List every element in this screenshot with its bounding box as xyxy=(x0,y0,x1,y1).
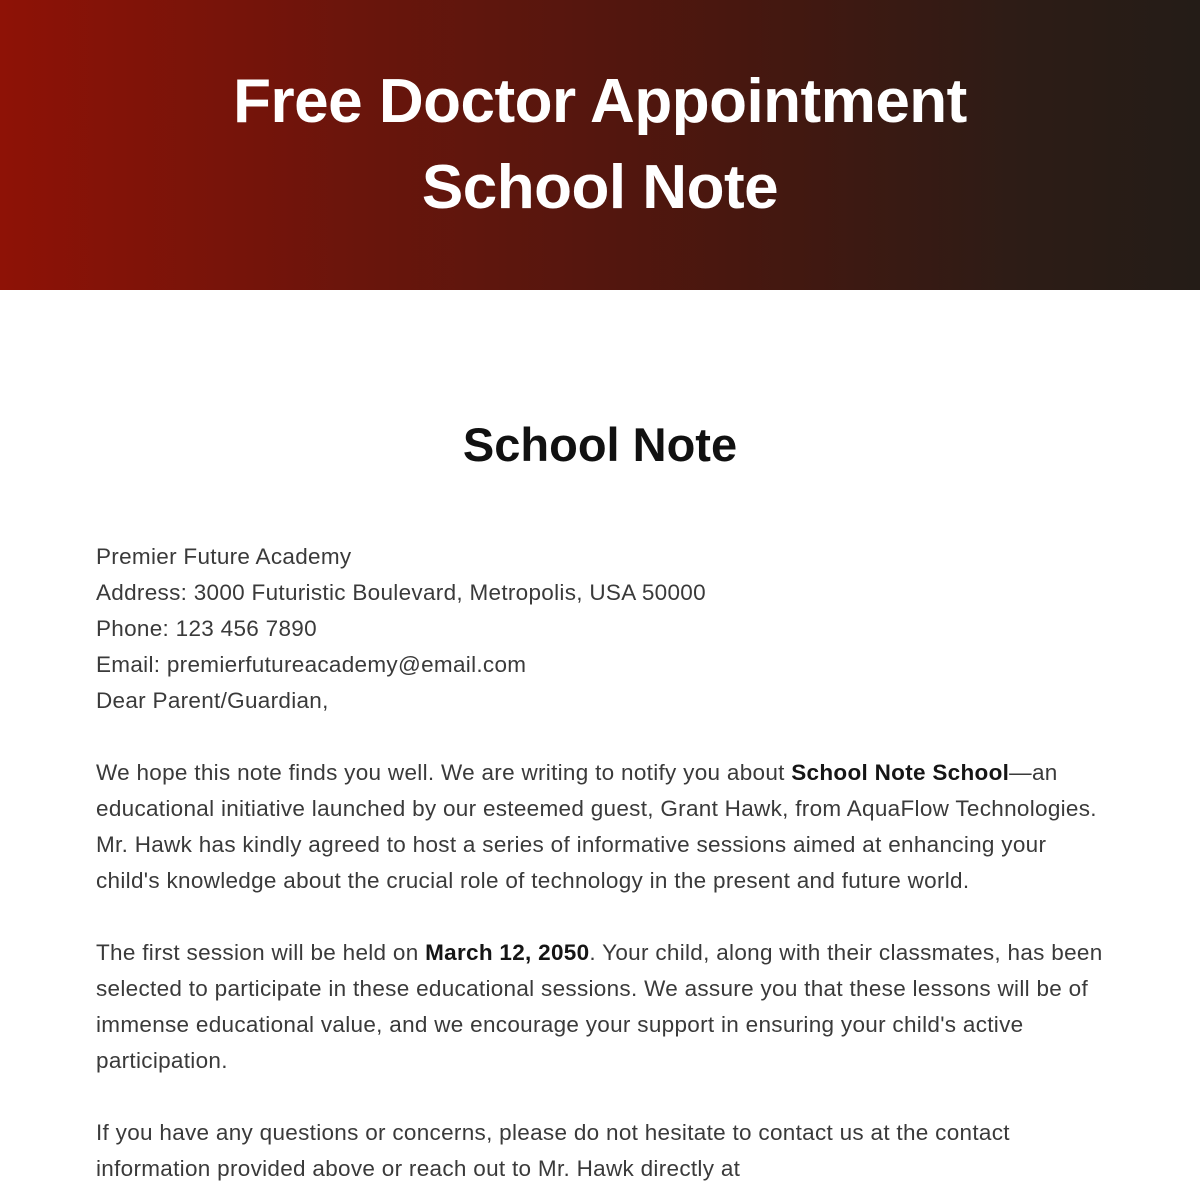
header-banner xyxy=(0,0,1200,290)
salutation: Dear Parent/Guardian, xyxy=(96,688,329,713)
school-address: Address: 3000 Futuristic Boulevard, Metropolis, USA 50000 xyxy=(96,580,706,605)
paragraph-intro xyxy=(96,755,1106,899)
school-email: Email: premierfutureacademy@email.com xyxy=(96,652,527,677)
paragraph-session xyxy=(96,935,1106,1079)
program-name: School Note School xyxy=(791,760,1010,785)
paragraph-intro-start: We hope this note finds you well. We are writing to notify you about xyxy=(96,760,792,785)
banner-title xyxy=(233,59,967,231)
school-contact-block xyxy=(96,539,1106,719)
session-date: March 12, 2050 xyxy=(425,940,590,965)
paragraph-session-rest: . Your child, along with their classmates, has been selected to participate in these educational sessions. We assure you that these lessons will be of immense educational value, and we encourage your support in ensuring your child's active participation. xyxy=(96,940,1103,1073)
document-title: School Note xyxy=(462,418,738,471)
document-body xyxy=(96,415,1106,1198)
paragraph-intro-rest: —an educational initiative launched by our esteemed guest, Grant Hawk, from AquaFlow Technologies. Mr. Hawk has kindly agreed to host a series of informative sessions aimed at enhancing your child's knowledge about the crucial role of technology in the present and future world. xyxy=(96,760,1097,893)
banner-title-line-1: Free Doctor Appointment xyxy=(233,67,967,136)
paragraph-session-start: The first session will be held on xyxy=(96,940,426,965)
paragraph-contact: If you have any questions or concerns, please do not hesitate to contact us at the contact information provided above or reach out to Mr. Hawk directly at xyxy=(96,1120,1010,1181)
school-name: Premier Future Academy xyxy=(96,544,352,569)
school-phone: Phone: 123 456 7890 xyxy=(96,616,317,641)
banner-title-line-2: School Note xyxy=(421,153,779,222)
